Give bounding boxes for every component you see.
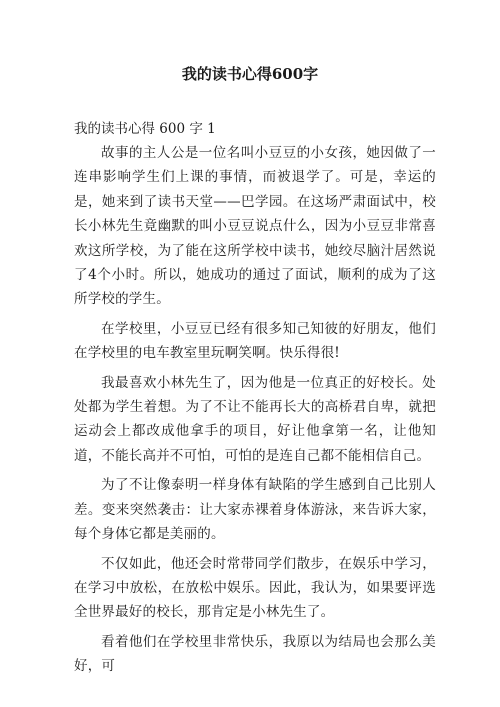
section-heading: 我的读书心得 600 字 1 [74,121,216,137]
paragraph: 在学校里，小豆豆已经有很多知己知彼的好朋友，他们在学校里的电车教室里玩啊笑啊。快乐得很! [74,320,436,362]
document-title: 我的读书心得600字 [181,65,319,83]
paragraph: 看着他们在学校里非常快乐，我原以为结局也会那么美好，可 [74,633,436,675]
paragraph: 我最喜欢小林先生了，因为他是一位真正的好校长。处处都为学生着想。为了不让不能再长大的高桥君自卑，就把运动会上都改成他拿手的项目，好让他拿第一名，让他知道，不能长高并不可怕，可怕的是连自己都不能相信自己。 [74,374,436,464]
paragraph: 故事的主人公是一位名叫小豆豆的小女孩，她因做了一连串影响学生们上课的事情，而被退学了。可是，幸运的是，她来到了读书天堂——巴学园。在这场严肃面试中，校长小林先生竟幽默的叫小豆豆说点什么，因为小豆豆非常喜欢这所学校，为了能在这所学校中读书，她绞尽脑汁居然说了4个小时。所以，她成功的通过了面试，顺利的成为了这所学校的学生。 [74,145,436,308]
paragraph: 不仅如此，他还会时常带同学们散步，在娱乐中学习，在学习中放松，在放松中娱乐。因此，我认为，如果要评选全世界最好的校长，那肯定是小林先生了。 [74,555,436,621]
document-body [74,141,436,684]
paragraph: 为了不让像泰明一样身体有缺陷的学生感到自己比别人差。变来突然袭击：让大家赤裸着身体游泳，来告诉大家，每个身体它都是美丽的。 [74,477,436,543]
